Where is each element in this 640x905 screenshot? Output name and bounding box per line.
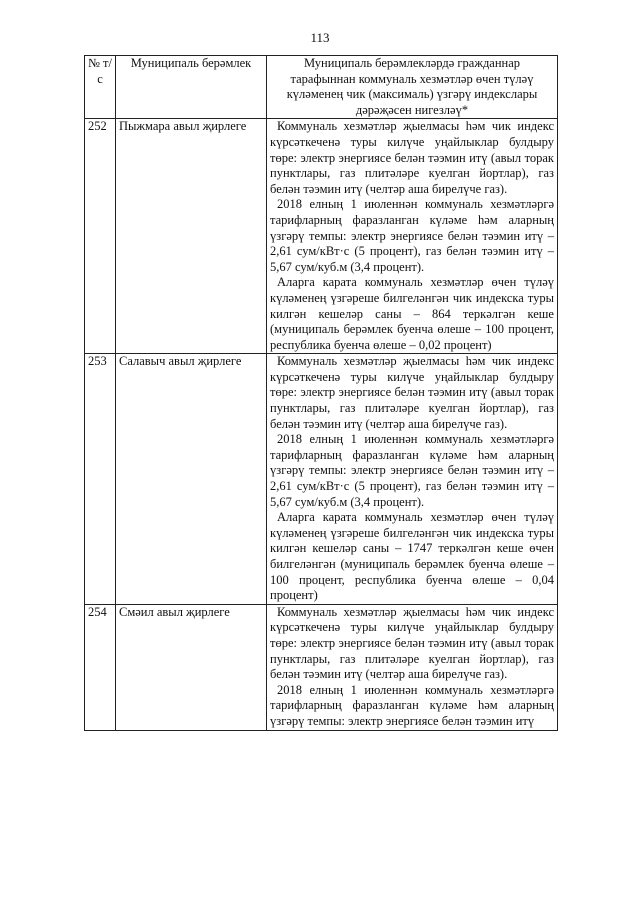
description-paragraph: Коммуналь хезмәтләр җыелмасы һәм чик индекс күрсәткеченә туры килүче уңайлыклар булдыру төре: электр энергиясе белән тәэмин итү (авыл торак пунктлары, газ плитәләре куелган йортлар), газ белән тәэмин итү (челтәр аша бирелүче газ).	[270, 354, 554, 431]
header-number: № т/с	[85, 56, 116, 119]
row-number: 254	[85, 604, 116, 730]
row-number: 253	[85, 354, 116, 605]
table-row	[85, 119, 558, 354]
table-row	[85, 604, 558, 730]
description-paragraph: 2018 елның 1 июленнән коммуналь хезмәтләргә тарифларның фаразланган күләме һәм аларның үзгәрү темпы: электр энергиясе белән тәэмин итү – 2,61 сум/кВт·с (5 процент), газ белән тәэмин итү – 5,67 сум/куб.м (3,4 процент).	[270, 432, 554, 509]
indices-table	[84, 55, 558, 731]
row-municipality: Пыжмара авыл җирлеге	[116, 119, 267, 354]
row-number: 252	[85, 119, 116, 354]
description-paragraph: Коммуналь хезмәтләр җыелмасы һәм чик индекс күрсәткеченә туры килүче уңайлыклар булдыру төре: электр энергиясе белән тәэмин итү (авыл торак пунктлары, газ плитәләре куелган йортлар), газ белән тәэмин итү (челтәр аша бирелүче газ).	[270, 604, 554, 682]
description-paragraph: Коммуналь хезмәтләр җыелмасы һәм чик индекс күрсәткеченә туры килүче уңайлыклар булдыру төре: электр энергиясе белән тәэмин итү (авыл торак пунктлары, газ плитәләре куелган йортлар), газ белән тәэмин итү (челтәр аша бирелүче газ).	[270, 119, 554, 196]
row-municipality: Салавыч авыл җирлеге	[116, 354, 267, 605]
table-row	[85, 354, 558, 605]
description-paragraph: Аларга карата коммуналь хезмәтләр өчен түләү күләменең үзгәреше билгеләнгән чик индекска туры килгән кешеләр саны – 1747 теркәлгән кеше өчен билгеләнгән (муниципаль берәмлек буенча өлеше – 100 процент, республика буенча өлеше – 0,04 процент)	[270, 510, 554, 603]
header-description: Муниципаль берәмлекләрдә гражданнар тарафыннан коммуналь хезмәтләр өчен түләү күләменең чик (максималь) үзгәрү индекслары дәрәҗәсен нигезләү*	[267, 56, 558, 119]
table-header-row	[85, 56, 558, 119]
row-municipality: Смәил авыл җирлеге	[116, 604, 267, 730]
description-paragraph: 2018 елның 1 июленнән коммуналь хезмәтләргә тарифларның фаразланган күләме һәм аларның үзгәрү темпы: электр энергиясе белән тәэмин итү	[270, 682, 554, 728]
description-paragraph: 2018 елның 1 июленнән коммуналь хезмәтләргә тарифларның фаразланган күләме һәм аларның үзгәрү темпы: электр энергиясе белән тәэмин итү – 2,61 сум/кВт·с (5 процент), газ белән тәэмин итү – 5,67 сум/куб.м (3,4 процент).	[270, 197, 554, 274]
row-description	[267, 119, 558, 354]
row-description	[267, 354, 558, 605]
header-municipality: Муниципаль берәмлек	[116, 56, 267, 119]
description-paragraph: Аларга карата коммуналь хезмәтләр өчен түләү күләменең үзгәреше билгеләнгән чик индекска туры килгән кешеләр саны – 864 теркәлгән кеше (муниципаль берәмлек буенча өлеше – 100 процент, республика буенча өлеше – 0,02 процент)	[270, 275, 554, 352]
page-number: 113	[310, 30, 330, 45]
row-description	[267, 604, 558, 730]
